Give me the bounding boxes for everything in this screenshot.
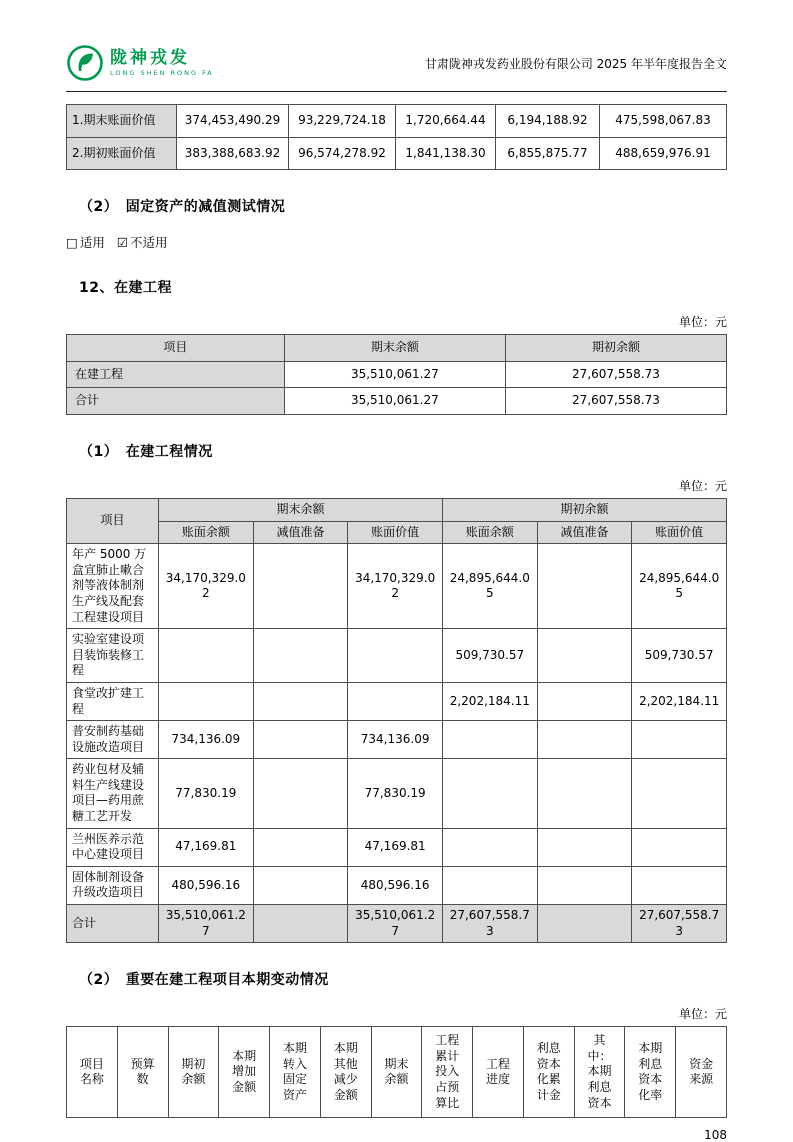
cip-summary-table [66, 334, 727, 415]
table-total-row [67, 905, 727, 943]
value-cell: 34,170,329.02 [159, 544, 254, 629]
table-header-row [67, 1027, 727, 1118]
option-applicable [66, 233, 105, 251]
value-cell [632, 828, 727, 866]
checkbox-unchecked-icon: □ [66, 234, 78, 250]
value-cell: 27,607,558.73 [505, 388, 726, 415]
page-number: 108 [704, 1128, 727, 1142]
value-cell [632, 721, 727, 759]
project-label: 药业包材及辅料生产线建设项目—药用蔗糖工艺开发 [67, 759, 159, 828]
value-cell [537, 905, 632, 943]
column-header: 期末余额 [284, 335, 505, 362]
unit-label: 单位：元 [678, 1007, 727, 1022]
value-cell: 374,453,490.29 [177, 105, 289, 138]
row-label: 合计 [67, 388, 285, 415]
column-header: 本期增加金额 [219, 1027, 270, 1118]
option-label: 不适用 [130, 235, 168, 251]
company-logo [66, 44, 214, 82]
value-cell: 77,830.19 [159, 759, 254, 828]
value-cell: 480,596.16 [159, 866, 254, 904]
table-row [67, 828, 727, 866]
column-header: 期初余额 [168, 1027, 219, 1118]
column-header: 本期利息资本化率 [625, 1027, 676, 1118]
value-cell: 383,388,683.92 [177, 137, 289, 170]
value-cell [253, 759, 348, 828]
value-cell [159, 682, 254, 720]
value-cell: 27,607,558.73 [442, 905, 537, 943]
value-cell: 24,895,644.05 [442, 544, 537, 629]
value-cell [253, 544, 348, 629]
value-cell [537, 544, 632, 629]
column-subheader: 减值准备 [537, 521, 632, 544]
value-cell: 734,136.09 [348, 721, 443, 759]
project-label: 普安制药基础设施改造项目 [67, 721, 159, 759]
option-label: 适用 [79, 235, 105, 251]
column-header: 工程累计投入占预算比 [422, 1027, 473, 1118]
value-cell: 1,841,138.30 [396, 137, 496, 170]
project-label: 固体制剂设备升级改造项目 [67, 866, 159, 904]
value-cell: 24,895,644.05 [632, 544, 727, 629]
column-header: 资金来源 [676, 1027, 727, 1118]
checkbox-checked-icon: ☑ [116, 234, 129, 250]
column-header: 本期其他减少金额 [320, 1027, 371, 1118]
section-heading-cip-detail: （1） 在建工程情况 [79, 443, 213, 460]
column-header: 项目 [67, 335, 285, 362]
table-header-row [67, 335, 727, 362]
value-cell: 35,510,061.27 [159, 905, 254, 943]
table-row [67, 721, 727, 759]
cip-changes-table [66, 1026, 727, 1118]
value-cell [537, 828, 632, 866]
column-header-project: 项目 [67, 498, 159, 543]
project-label: 兰州医养示范中心建设项目 [67, 828, 159, 866]
value-cell: 475,598,067.83 [600, 105, 727, 138]
value-cell [253, 828, 348, 866]
value-cell [537, 866, 632, 904]
column-header: 预算数 [117, 1027, 168, 1118]
section-heading-cip-changes: （2） 重要在建工程项目本期变动情况 [79, 972, 329, 989]
page-header [66, 44, 727, 92]
column-subheader: 减值准备 [253, 521, 348, 544]
value-cell [442, 759, 537, 828]
row-label: 2.期初账面价值 [67, 137, 177, 170]
value-cell [253, 721, 348, 759]
project-label: 食堂改扩建工程 [67, 682, 159, 720]
value-cell: 480,596.16 [348, 866, 443, 904]
project-label: 年产 5000 万盒宣肺止嗽合剂等液体制剂生产线及配套工程建设项目 [67, 544, 159, 629]
value-cell: 34,170,329.02 [348, 544, 443, 629]
value-cell: 27,607,558.73 [505, 361, 726, 388]
table-row [67, 759, 727, 828]
table-row [67, 388, 727, 415]
value-cell [253, 866, 348, 904]
value-cell [537, 759, 632, 828]
value-cell [442, 866, 537, 904]
value-cell: 35,510,061.27 [348, 905, 443, 943]
column-header: 工程进度 [473, 1027, 524, 1118]
column-subheader: 账面余额 [159, 521, 254, 544]
column-header: 期初余额 [505, 335, 726, 362]
value-cell [348, 629, 443, 683]
value-cell: 27,607,558.73 [632, 905, 727, 943]
document-title: 甘肃陇神戎发药业股份有限公司 2025 年半年度报告全文 [424, 56, 727, 71]
table-row [67, 137, 727, 170]
value-cell [159, 629, 254, 683]
value-cell: 509,730.57 [632, 629, 727, 683]
column-group-closing: 期末余额 [159, 498, 443, 521]
value-cell: 96,574,278.92 [289, 137, 396, 170]
value-cell: 93,229,724.18 [289, 105, 396, 138]
value-cell: 509,730.57 [442, 629, 537, 683]
company-logo-icon [66, 44, 104, 82]
column-subheader: 账面价值 [632, 521, 727, 544]
value-cell: 77,830.19 [348, 759, 443, 828]
column-header: 其中：本期利息资本 [574, 1027, 625, 1118]
table-row [67, 682, 727, 720]
value-cell: 2,202,184.11 [442, 682, 537, 720]
table-subheader-row [67, 521, 727, 544]
value-cell [253, 629, 348, 683]
row-label: 在建工程 [67, 361, 285, 388]
column-subheader: 账面余额 [442, 521, 537, 544]
value-cell [632, 866, 727, 904]
column-header: 本期转入固定资产 [270, 1027, 321, 1118]
value-cell [442, 828, 537, 866]
value-cell: 47,169.81 [159, 828, 254, 866]
section-heading-impairment-test: （2） 固定资产的减值测试情况 [79, 199, 286, 216]
option-not-applicable [117, 233, 168, 251]
value-cell: 6,855,875.77 [496, 137, 600, 170]
logo-text [110, 49, 214, 78]
value-cell [537, 721, 632, 759]
value-cell: 35,510,061.27 [284, 388, 505, 415]
row-label: 1.期末账面价值 [67, 105, 177, 138]
value-cell: 734,136.09 [159, 721, 254, 759]
logo-company-name-en: LONG SHEN RONG FA [110, 69, 214, 78]
value-cell [348, 682, 443, 720]
column-subheader: 账面价值 [348, 521, 443, 544]
project-label: 实验室建设项目装饰装修工程 [67, 629, 159, 683]
value-cell: 47,169.81 [348, 828, 443, 866]
value-cell [442, 721, 537, 759]
section-heading-construction-in-progress: 12、在建工程 [79, 280, 172, 297]
unit-label: 单位：元 [678, 478, 727, 493]
column-header: 项目名称 [67, 1027, 118, 1118]
value-cell [537, 629, 632, 683]
value-cell [537, 682, 632, 720]
table-header-row [67, 498, 727, 521]
fixed-assets-book-value-table [66, 104, 727, 170]
value-cell [632, 759, 727, 828]
column-group-opening: 期初余额 [442, 498, 726, 521]
column-header: 期末余额 [371, 1027, 422, 1118]
table-row [67, 866, 727, 904]
table-row [67, 361, 727, 388]
table-row [67, 544, 727, 629]
table-row [67, 629, 727, 683]
value-cell [253, 682, 348, 720]
value-cell [253, 905, 348, 943]
value-cell: 488,659,976.91 [600, 137, 727, 170]
unit-label: 单位：元 [678, 315, 727, 330]
logo-company-name: 陇神戎发 [110, 47, 190, 68]
value-cell: 1,720,664.44 [396, 105, 496, 138]
column-header: 利息资本化累计金 [523, 1027, 574, 1118]
applicability-row [66, 233, 727, 251]
value-cell: 35,510,061.27 [284, 361, 505, 388]
cip-detail-table [66, 498, 727, 943]
total-label: 合计 [67, 905, 159, 943]
table-row [67, 105, 727, 138]
value-cell: 2,202,184.11 [632, 682, 727, 720]
value-cell: 6,194,188.92 [496, 105, 600, 138]
